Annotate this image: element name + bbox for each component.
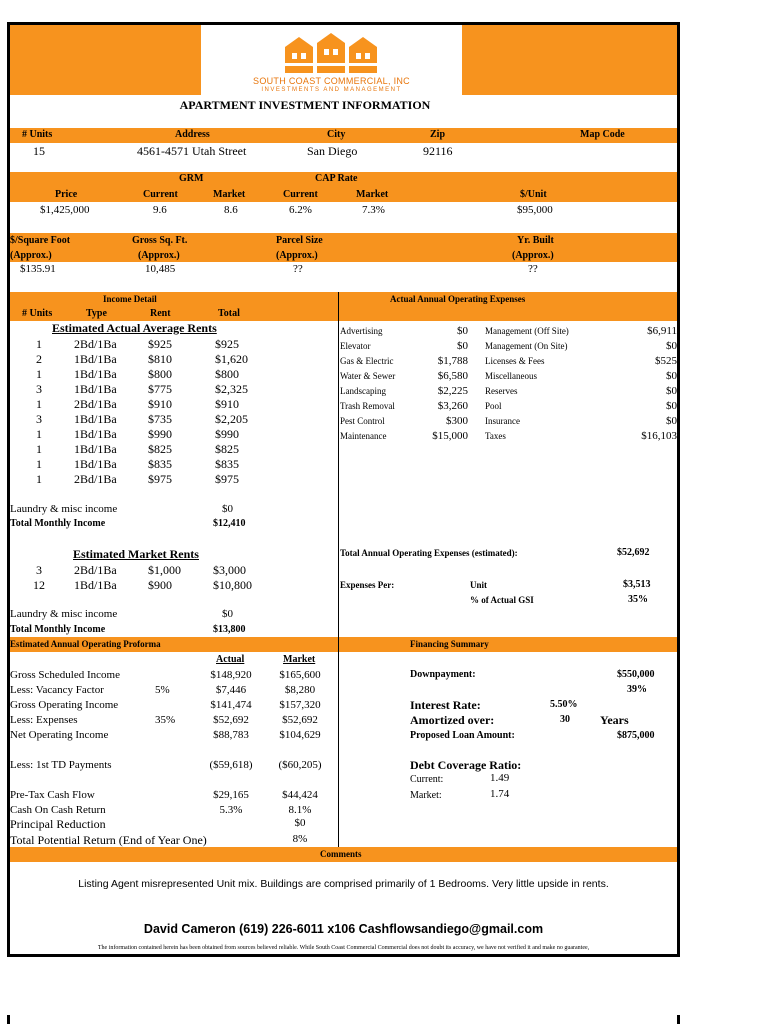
expense-right-value: $525 [655,355,677,367]
proforma-row-pct: 5% [155,684,170,696]
proforma-row-market: $157,320 [279,699,321,711]
actual-row-rent: $825 [148,442,172,456]
cap-current-value: 6.2% [289,204,312,216]
parcel-approx: (Approx.) [276,250,318,261]
expense-left-value: $2,225 [437,385,468,397]
market-row-total: $3,000 [213,563,246,577]
expense-left-value: $1,788 [437,355,468,367]
market-row-total: $10,800 [213,578,252,592]
page-border-right [677,22,680,957]
laundry-market-label: Laundry & misc income [10,608,118,620]
grm-market-value: 8.6 [224,204,238,216]
proforma-row-actual: $141,474 [210,699,252,711]
expense-right-value: $0 [666,415,677,427]
actual-row-rent: $735 [148,412,172,426]
actual-row-type: 2Bd/1Ba [74,472,117,486]
actual-row-rent: $775 [148,382,172,396]
actual-row-units: 1 [36,427,42,441]
actual-row-rent: $975 [148,472,172,486]
company-name: SOUTH COAST COMMERCIAL, INC [253,76,410,86]
expense-right-label: Pool [485,401,502,411]
actual-rents-title: Estimated Actual Average Rents [52,321,217,335]
actual-row-type: 2Bd/1Ba [74,337,117,351]
proforma-row-label: Less: 1st TD Payments [10,759,112,771]
cap-current-header: Current [283,189,318,200]
expense-right-value: $0 [666,370,677,382]
proforma-col-actual: Actual [216,654,245,665]
actual-row-total: $975 [215,472,239,486]
income-col-rent: Rent [150,308,171,319]
city-header: City [327,129,346,140]
dcr-current-value: 1.49 [490,772,510,784]
loan-amount-label: Proposed Loan Amount: [410,730,515,741]
buildings-logo-icon [281,29,381,75]
expense-left-label: Elevator [340,341,371,351]
dcr-current-label: Current: [410,774,444,785]
market-row-rent: $900 [148,578,172,592]
proforma-row-label: Gross Scheduled Income [10,669,120,681]
proforma-row-label: Total Potential Return (End of Year One) [10,833,207,847]
actual-row-rent: $810 [148,352,172,366]
header-band-left [10,25,201,95]
proforma-row-actual: $52,692 [213,714,249,726]
expenses-title: Actual Annual Operating Expenses [390,294,526,304]
expense-right-label: Miscellaneous [485,371,537,381]
actual-row-rent: $990 [148,427,172,441]
proforma-row-label: Cash On Cash Return [10,804,106,816]
sqft-price-header: $/Square Foot [10,235,71,246]
actual-row-rent: $925 [148,337,172,351]
expense-left-value: $0 [457,340,468,352]
header-band-right [462,25,677,95]
market-rents-title: Estimated Market Rents [73,547,199,561]
downpayment-pct: 39% [627,684,647,695]
dcr-market-label: Market: [410,790,442,801]
proforma-row-actual: $88,783 [213,729,249,741]
proforma-row-label: Pre-Tax Cash Flow [10,789,95,801]
proforma-row-label: Less: Expenses [10,714,78,726]
market-row-units: 3 [36,563,42,577]
total-monthly-market-label: Total Monthly Income [10,624,106,635]
laundry-market-value: $0 [222,608,233,620]
expense-right-label: Reserves [485,386,518,396]
actual-row-total: $2,325 [215,382,248,396]
proforma-row-market: $0 [294,817,306,829]
city-value: San Diego [307,144,358,158]
grm-current-value: 9.6 [153,204,167,216]
laundry-actual-label: Laundry & misc income [10,503,118,515]
cap-market-value: 7.3% [362,204,385,216]
actual-row-rent: $910 [148,397,172,411]
year-built-approx: (Approx.) [512,250,554,261]
actual-row-total: $800 [215,367,239,381]
expenses-per-label: Expenses Per: [340,580,395,590]
expense-right-label: Taxes [485,431,506,441]
disclaimer-text: The information contained herein has been obtained from sources believed reliable. While South Coast Commercial Commercial does not doubt its accuracy, we have not verified it and make no guarantee, [97,945,590,951]
expense-right-value: $6,911 [647,325,677,337]
comments-text: Listing Agent misrepresented Unit mix. Buildings are comprised primarily of 1 Bedrooms. Very little upside in rents. [78,878,609,890]
income-detail-title: Income Detail [103,294,157,304]
income-expense-divider [338,292,339,637]
loan-amount-value: $875,000 [617,730,655,741]
expenses-unit-value: $3,513 [623,579,651,590]
proforma-row-label: Principal Reduction [10,817,106,831]
expense-right-label: Licenses & Fees [485,356,545,366]
market-row-rent: $1,000 [148,563,181,577]
proforma-row-label: Net Operating Income [10,729,109,741]
proforma-col-market: Market [283,654,316,665]
actual-row-units: 3 [36,382,42,396]
actual-row-units: 1 [36,337,42,351]
sqft-price-approx: (Approx.) [10,250,52,261]
total-expenses-label: Total Annual Operating Expenses (estimated): [340,548,518,558]
total-monthly-actual-value: $12,410 [213,518,246,529]
expense-right-label: Management (On Site) [485,341,568,351]
downpayment-value: $550,000 [617,669,655,680]
expense-left-label: Gas & Electric [340,356,394,366]
downpayment-label: Downpayment: [410,669,476,680]
parcel-value: ?? [293,263,303,275]
proforma-financing-divider [338,637,339,847]
expense-right-value: $16,103 [641,430,677,442]
expense-left-value: $15,000 [432,430,468,442]
expense-left-label: Pest Control [340,416,385,426]
income-col-type: Type [86,308,107,319]
address-value: 4561-4571 Utah Street [137,144,247,158]
expense-left-label: Water & Sewer [340,371,396,381]
expense-left-value: $3,260 [437,400,468,412]
proforma-row-actual: 5.3% [219,804,243,816]
actual-row-units: 3 [36,412,42,426]
gross-sqft-value: 10,485 [145,263,176,275]
expense-right-value: $0 [666,385,677,397]
proforma-row-market: $44,424 [282,789,318,801]
address-header: Address [175,129,210,140]
proforma-row-label: Less: Vacancy Factor [10,684,104,696]
gross-sqft-header: Gross Sq. Ft. [132,235,188,246]
actual-row-rent: $835 [148,457,172,471]
size-header-band [10,233,677,262]
actual-row-total: $925 [215,337,239,351]
actual-row-type: 2Bd/1Ba [74,397,117,411]
expenses-gsi-value: 35% [628,594,648,605]
actual-row-total: $835 [215,457,239,471]
laundry-actual-value: $0 [222,503,233,515]
proforma-row-label: Gross Operating Income [10,699,119,711]
proforma-row-market: 8.1% [288,804,312,816]
proforma-row-market: $52,692 [282,714,318,726]
contact-line: David Cameron (619) 226-6011 x106 Cashflowsandiego@gmail.com [143,922,544,936]
proforma-row-actual: ($59,618) [209,759,253,771]
actual-row-type: 1Bd/1Ba [74,382,117,396]
price-header: Price [55,189,78,200]
market-row-units: 12 [33,578,45,592]
actual-row-total: $910 [215,397,239,411]
year-built-header: Yr. Built [517,235,554,246]
actual-row-type: 1Bd/1Ba [74,412,117,426]
actual-row-type: 1Bd/1Ba [74,457,117,471]
units-value: 15 [33,144,45,158]
grm-header: GRM [179,173,204,184]
expense-left-value: $0 [457,325,468,337]
expense-left-label: Maintenance [340,431,387,441]
actual-row-type: 1Bd/1Ba [74,427,117,441]
expense-right-value: $0 [666,400,677,412]
actual-row-units: 1 [36,457,42,471]
proforma-title: Estimated Annual Operating Proforma [10,639,161,649]
per-unit-value: $95,000 [517,204,553,216]
total-monthly-market-value: $13,800 [213,624,246,635]
gross-sqft-approx: (Approx.) [138,250,180,261]
units-header: # Units [22,129,53,140]
proforma-row-actual: $7,446 [215,684,247,696]
proforma-row-actual: $148,920 [210,669,252,681]
actual-row-units: 1 [36,442,42,456]
sqft-price-value: $135.91 [20,263,56,275]
actual-row-total: $825 [215,442,239,456]
zip-header: Zip [430,129,446,140]
expense-left-label: Trash Removal [340,401,395,411]
market-row-type: 2Bd/1Ba [74,563,117,577]
grm-current-header: Current [143,189,178,200]
actual-row-type: 1Bd/1Ba [74,367,117,381]
total-expenses-value: $52,692 [617,547,650,558]
actual-row-units: 2 [36,352,42,366]
interest-rate-label: Interest Rate: [410,698,481,712]
actual-row-total: $1,620 [215,352,248,366]
expense-left-value: $6,580 [437,370,468,382]
income-col-units: # Units [22,308,53,319]
proforma-row-market: $8,280 [284,684,316,696]
actual-row-type: 1Bd/1Ba [74,352,117,366]
page-title: APARTMENT INVESTMENT INFORMATION [179,98,431,112]
company-tagline: INVESTMENTS AND MANAGEMENT [261,87,402,93]
dcr-label: Debt Coverage Ratio: [410,758,522,772]
expense-right-value: $0 [666,340,677,352]
proforma-row-market: $165,600 [279,669,321,681]
per-unit-header: $/Unit [520,189,547,200]
actual-row-total: $2,205 [215,412,248,426]
proforma-row-market: 8% [292,833,308,845]
financing-title: Financing Summary [410,639,489,649]
expense-right-label: Insurance [485,416,520,426]
actual-row-total: $990 [215,427,239,441]
income-col-total: Total [218,308,240,319]
dcr-market-value: 1.74 [490,788,510,800]
comments-title: Comments [320,849,362,859]
proforma-row-market: ($60,205) [278,759,322,771]
year-built-value: ?? [528,263,538,275]
interest-rate-value: 5.50% [550,699,578,710]
expenses-unit-label: Unit [470,580,488,590]
zip-value: 92116 [423,144,453,158]
grm-market-header: Market [213,189,246,200]
expenses-gsi-label: % of Actual GSI [470,595,534,605]
next-page-left-mark [7,1015,10,1024]
expense-left-value: $300 [446,415,468,427]
map-code-header: Map Code [580,129,625,140]
actual-row-type: 1Bd/1Ba [74,442,117,456]
parcel-header: Parcel Size [276,235,323,246]
proforma-row-actual: $29,165 [213,789,249,801]
actual-row-units: 1 [36,367,42,381]
total-monthly-actual-label: Total Monthly Income [10,518,106,529]
proforma-row-market: $104,629 [279,729,321,741]
actual-row-rent: $800 [148,367,172,381]
amortized-value: 30 [560,714,570,725]
page-border-bottom [7,954,680,957]
next-page-right-mark [677,1015,680,1024]
amortized-unit: Years [600,713,629,727]
cap-market-header: Market [356,189,389,200]
expense-right-label: Management (Off Site) [485,326,569,336]
amortized-label: Amortized over: [410,713,495,727]
expense-left-label: Landscaping [340,386,386,396]
company-logo [201,25,462,95]
actual-row-units: 1 [36,397,42,411]
expense-left-label: Advertising [340,326,383,336]
market-row-type: 1Bd/1Ba [74,578,117,592]
actual-row-units: 1 [36,472,42,486]
price-value: $1,425,000 [40,204,90,216]
cap-rate-header: CAP Rate [315,173,358,184]
proforma-row-pct: 35% [155,714,176,726]
